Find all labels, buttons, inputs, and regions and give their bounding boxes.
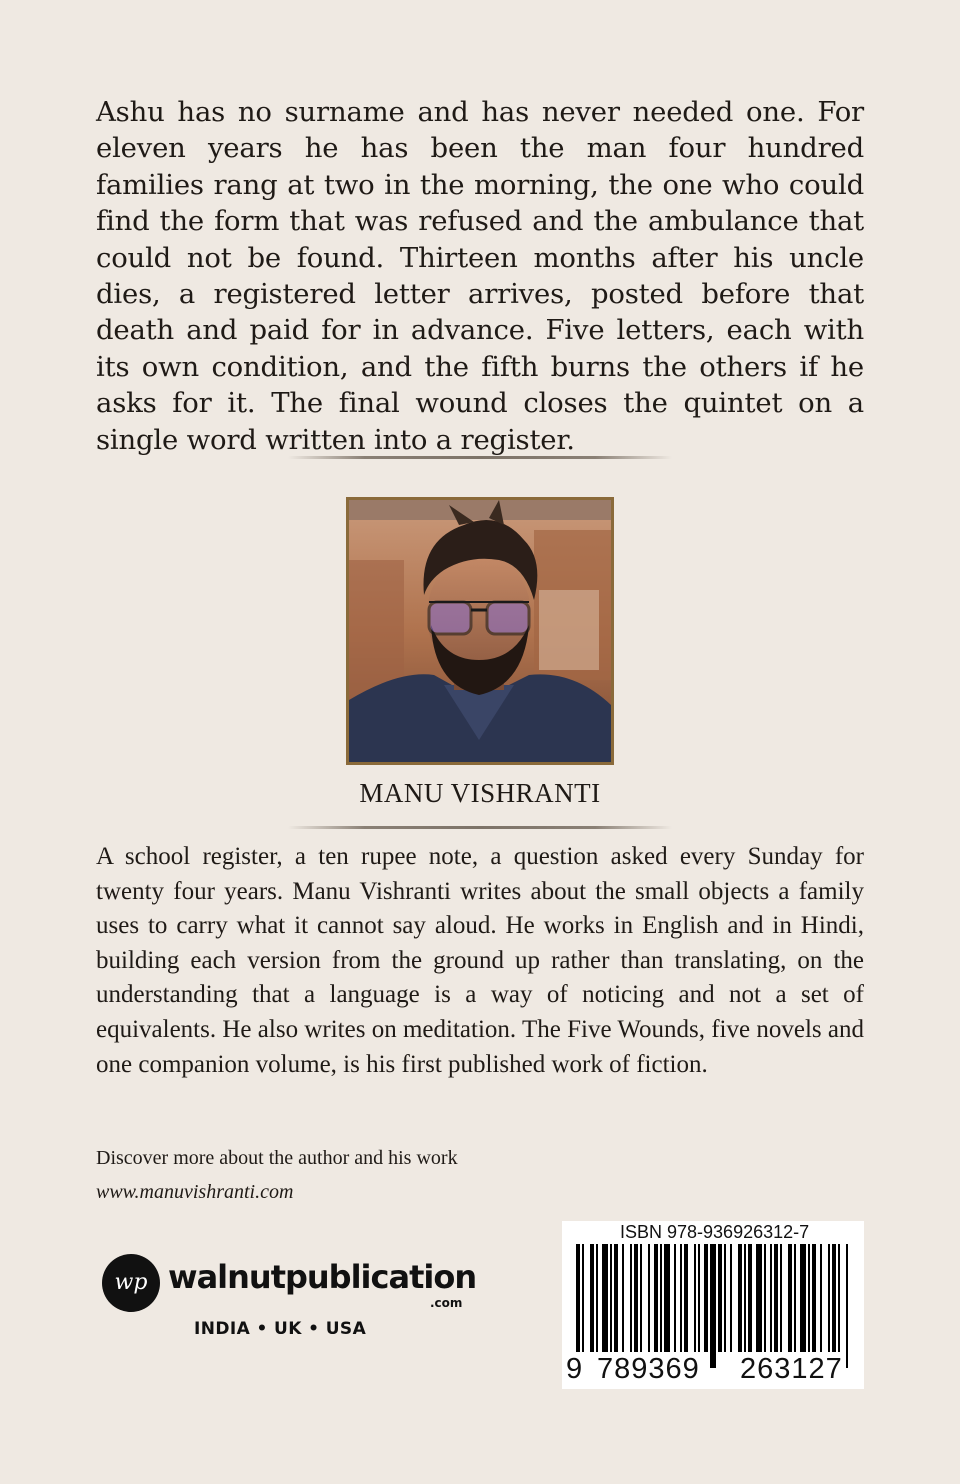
back-cover-blurb: Ashu has no surname and has never needed one. For eleven years he has been the man four hundred families rang at two in the morning, the one who could find the form that was refused and the ambulance that could not be found. Thirteen months after his uncle dies, a registered letter arrives, posted before that death and paid for in advance. Five letters, each with its own condition, and the fifth burns the others if he asks for it. The final wound closes the quintet on a single word written into a register.	[96, 96, 864, 456]
barcode-bar	[664, 1244, 670, 1352]
barcode-bar	[744, 1244, 746, 1352]
isbn-label: ISBN 978-936926312-7	[620, 1222, 810, 1242]
barcode-bar	[800, 1244, 806, 1352]
barcode-bar	[788, 1244, 792, 1352]
barcode-bar	[590, 1244, 594, 1352]
barcode-bar	[640, 1244, 642, 1352]
barcode-bar	[630, 1244, 632, 1352]
barcode-bar	[610, 1244, 612, 1352]
barcode-bar	[774, 1244, 778, 1352]
barcode-bar	[828, 1244, 830, 1352]
barcode-bar	[718, 1244, 722, 1352]
barcode-bar	[634, 1244, 638, 1352]
barcode-bar	[820, 1244, 822, 1352]
barcode-bar	[730, 1244, 732, 1352]
barcode-bar	[704, 1244, 708, 1352]
barcode-bar	[684, 1244, 688, 1352]
barcode-bar	[738, 1244, 742, 1352]
barcode-bar	[602, 1244, 608, 1352]
publisher-regions: INDIA • UK • USA	[194, 1319, 367, 1339]
publisher-logo-icon	[102, 1254, 160, 1312]
barcode-bar	[838, 1244, 840, 1352]
barcode-bar	[808, 1244, 810, 1352]
barcode-bar	[596, 1244, 598, 1352]
barcode-bar	[698, 1244, 700, 1352]
barcode-bar	[724, 1244, 726, 1352]
barcode-bar	[710, 1244, 716, 1368]
publisher-name: walnutpublication	[168, 1258, 477, 1296]
barcode-bar	[756, 1244, 762, 1352]
barcode-bar	[648, 1244, 650, 1352]
barcode-bar	[780, 1244, 782, 1352]
author-bio: A school register, a ten rupee note, a question asked every Sunday for twenty four years. Manu Vishranti writes about the small objects a family uses to carry what it cannot say aloud. He works in English and in Hindi, building each version from the ground up rather than translating, on the understanding that a language is a way of noticing and not a set of equivalents. He also writes on meditation. The Five Wounds, five novels and one companion volume, is his first published work of fiction.	[96, 843, 864, 1078]
barcode-bar	[654, 1244, 658, 1352]
barcode-bar	[680, 1244, 682, 1352]
discover-text: Discover more about the author and his work	[96, 1147, 458, 1169]
barcode-bar	[694, 1244, 696, 1352]
barcode-bar	[748, 1244, 752, 1352]
publisher-tld: .com	[430, 1296, 463, 1310]
divider-bottom	[288, 826, 672, 829]
barcode-bar	[582, 1244, 584, 1352]
barcode-bar	[812, 1244, 816, 1352]
barcode	[572, 1244, 856, 1368]
barcode-bar	[660, 1244, 662, 1352]
barcode-digits-right: 263127	[740, 1353, 843, 1385]
barcode-digits-left: 789369	[597, 1353, 700, 1385]
barcode-bar	[576, 1244, 580, 1368]
author-name: MANU VISHRANTI	[359, 778, 601, 808]
barcode-bar	[770, 1244, 772, 1352]
publisher-logo-mark: wp	[114, 1270, 148, 1295]
barcode-bar	[846, 1244, 848, 1368]
author-website-link[interactable]: www.manuvishranti.com	[96, 1181, 294, 1203]
barcode-bar	[614, 1244, 618, 1352]
barcode-bar	[832, 1244, 836, 1352]
barcode-bar	[622, 1244, 624, 1352]
author-photo	[346, 497, 614, 765]
barcode-bar	[794, 1244, 796, 1352]
divider-top	[288, 456, 672, 459]
barcode-bar	[764, 1244, 766, 1352]
barcode-bar	[674, 1244, 676, 1352]
barcode-digit-first: 9	[566, 1353, 583, 1385]
